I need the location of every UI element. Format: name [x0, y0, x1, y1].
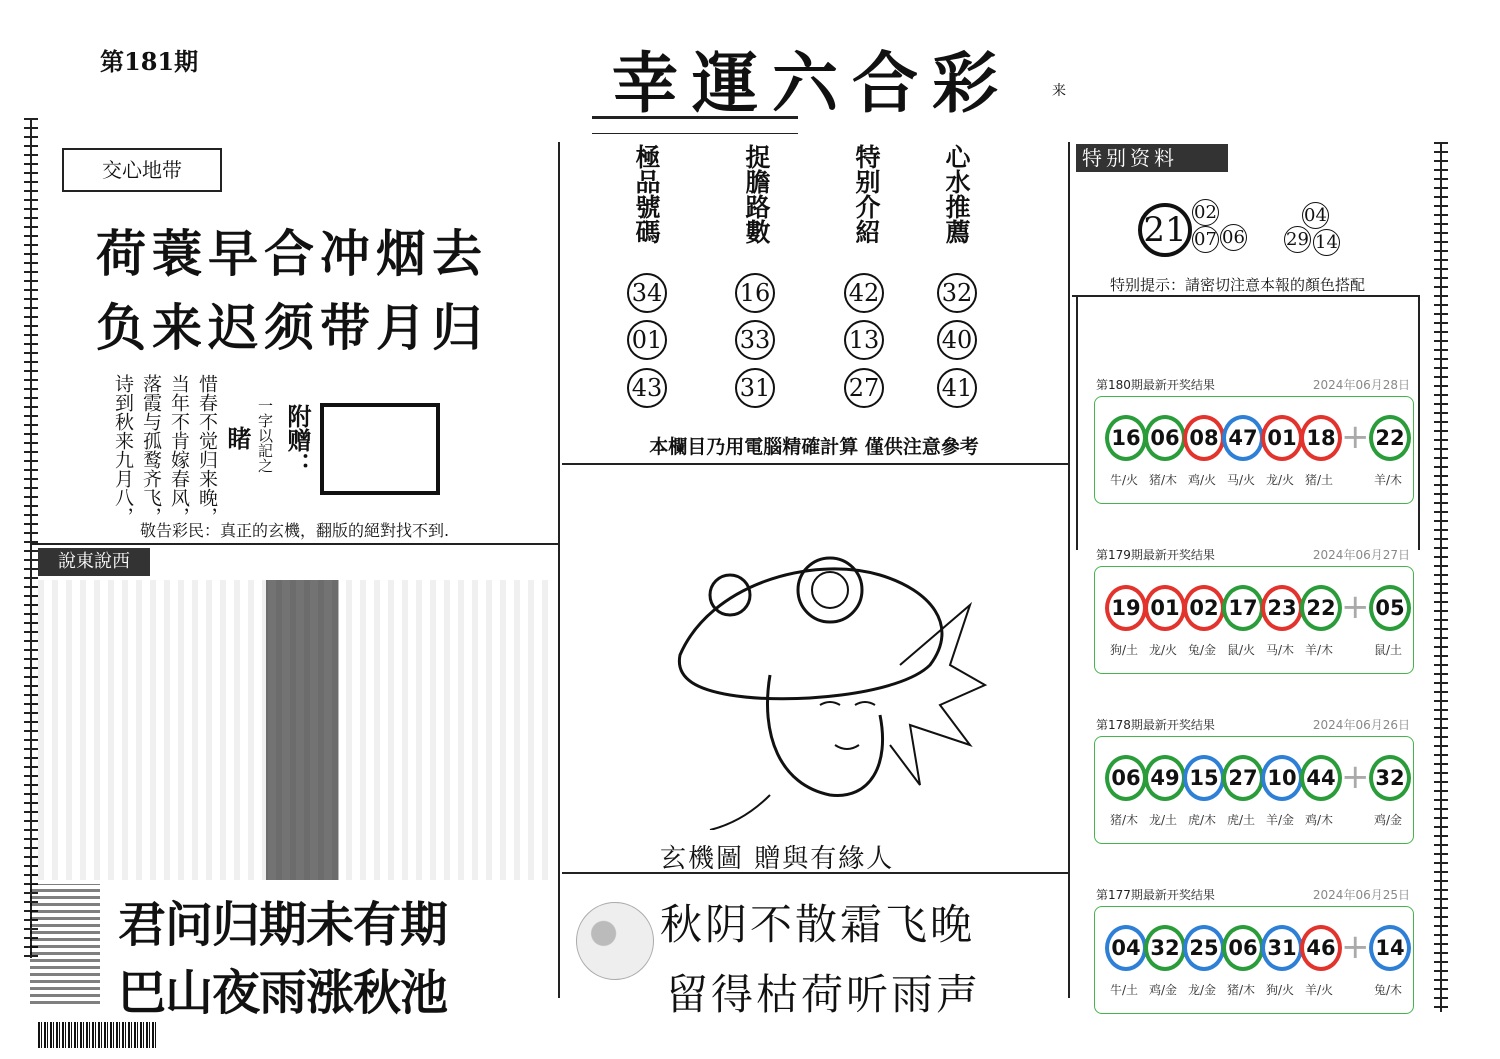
zodiac-label: 虎/木 — [1187, 813, 1217, 827]
lottery-ball: 18 — [1300, 415, 1342, 461]
zodiac-label: 龙/土 — [1148, 813, 1178, 827]
zodiac-label: 狗/土 — [1109, 643, 1139, 657]
left-vine-border — [24, 118, 38, 958]
poem-line-2: 负来迟须带月归 — [96, 298, 488, 357]
banner-jiaoxin: 交心地带 — [62, 148, 222, 192]
draw-result — [1086, 710, 1420, 870]
small-number: 06 — [1220, 224, 1247, 251]
banner-shuodong: 說東說西 — [38, 548, 150, 576]
poem-left-line-1: 君问归期未有期 — [118, 897, 448, 953]
faded-strip — [30, 884, 100, 1004]
draw-title: 第177期最新开奖结果 — [1096, 888, 1215, 902]
clue-text: 一字以記之 — [256, 398, 274, 473]
lottery-ball: 22 — [1300, 585, 1342, 631]
poem-middle-line-2: 留得枯荷听雨声 — [666, 970, 982, 1019]
lottery-ball: 10 — [1261, 755, 1303, 801]
zodiac-label: 羊/火 — [1304, 983, 1334, 997]
zodiac-label: 猪/木 — [1148, 473, 1178, 487]
zodiac-label: 牛/火 — [1109, 473, 1139, 487]
zodiac-label: 龙/火 — [1148, 643, 1178, 657]
draw-title: 第179期最新开奖结果 — [1096, 548, 1215, 562]
barcode-icon — [38, 1022, 156, 1048]
zodiac-label: 羊/木 — [1304, 643, 1334, 657]
col-head-2: 捉膽路數 — [742, 144, 771, 244]
plus-icon: + — [1341, 587, 1370, 627]
issue-number: 第181期 — [100, 47, 199, 76]
lottery-ball: 49 — [1144, 755, 1186, 801]
page-title: 幸運六合彩 — [612, 44, 1012, 122]
title-tail: 来 — [1052, 83, 1066, 99]
zodiac-label: 鸡/火 — [1187, 473, 1217, 487]
small-number: 02 — [1192, 199, 1219, 226]
special-info-banner: 特别资料 — [1076, 144, 1228, 172]
lottery-ball: 06 — [1144, 415, 1186, 461]
middle-top-divider — [562, 463, 1068, 465]
lottery-ball: 23 — [1261, 585, 1303, 631]
zodiac-label: 猪/土 — [1304, 473, 1334, 487]
lottery-ball: 47 — [1222, 415, 1264, 461]
lottery-ball: 27 — [1222, 755, 1264, 801]
middle-note: 本欄目乃用電腦精確計算 僅供注意參考 — [649, 436, 979, 458]
zodiac-label: 龙/火 — [1265, 473, 1295, 487]
pick-number: 34 — [627, 273, 667, 313]
lottery-ball: 01 — [1144, 585, 1186, 631]
lottery-ball: 08 — [1183, 415, 1225, 461]
pick-number: 41 — [937, 368, 977, 408]
lottery-ball: 16 — [1105, 415, 1147, 461]
col-head-1: 極品號碼 — [632, 144, 661, 244]
draw-title: 第180期最新开奖结果 — [1096, 378, 1215, 392]
lottery-ball: 31 — [1261, 925, 1303, 971]
zodiac-label: 鸡/木 — [1304, 813, 1334, 827]
verse-col-3: 落霞与孤鹜齐飞， — [140, 374, 162, 526]
zodiac-label: 兔/木 — [1373, 983, 1403, 997]
plus-icon: + — [1341, 927, 1370, 967]
lottery-ball: 25 — [1183, 925, 1225, 971]
zodiac-label: 龙/金 — [1187, 983, 1217, 997]
pick-number: 33 — [735, 320, 775, 360]
special-ball: 22 — [1369, 415, 1411, 461]
pick-number: 13 — [844, 320, 884, 360]
zodiac-label: 鼠/土 — [1373, 643, 1403, 657]
lottery-ball: 06 — [1222, 925, 1264, 971]
title-ornament — [592, 116, 798, 134]
lottery-ball: 06 — [1105, 755, 1147, 801]
small-number: 14 — [1313, 229, 1340, 256]
special-hint: 特别提示：請密切注意本報的顏色搭配 — [1110, 276, 1366, 294]
poem-left-line-2: 巴山夜雨涨秋池 — [118, 965, 448, 1021]
left-column-divider — [558, 142, 560, 998]
draw-date: 2024年06月27日 — [1312, 548, 1410, 562]
zodiac-label: 鸡/金 — [1373, 813, 1403, 827]
draw-date: 2024年06月25日 — [1312, 888, 1410, 902]
plus-icon: + — [1341, 417, 1370, 457]
zodiac-label: 狗/火 — [1265, 983, 1295, 997]
lottery-ball: 32 — [1144, 925, 1186, 971]
special-ball: 32 — [1369, 755, 1411, 801]
col-head-3: 特别介紹 — [852, 144, 881, 244]
lady-hat-illustration — [670, 545, 990, 830]
zodiac-label: 猪/木 — [1109, 813, 1139, 827]
small-number: 07 — [1192, 226, 1219, 253]
draw-title: 第178期最新开奖结果 — [1096, 718, 1215, 732]
draw-card — [1094, 396, 1414, 504]
pick-number: 32 — [937, 273, 977, 313]
zodiac-label: 马/火 — [1226, 473, 1256, 487]
zodiac-label: 猪/木 — [1226, 983, 1256, 997]
draw-card — [1094, 566, 1414, 674]
figure-caption: 玄機圖 贈與有緣人 — [660, 844, 895, 874]
zodiac-label: 虎/土 — [1226, 813, 1256, 827]
zodiac-label: 羊/金 — [1265, 813, 1295, 827]
draw-date: 2024年06月28日 — [1312, 378, 1410, 392]
right-vine-border — [1434, 142, 1448, 1012]
small-number: 04 — [1302, 202, 1329, 229]
right-column-divider — [1068, 142, 1070, 998]
zodiac-label: 羊/木 — [1373, 473, 1403, 487]
zodiac-label: 鼠/火 — [1226, 643, 1256, 657]
zodiac-label: 牛/土 — [1109, 983, 1139, 997]
draw-result — [1086, 370, 1420, 530]
lottery-ball: 46 — [1300, 925, 1342, 971]
small-number: 29 — [1284, 226, 1311, 253]
verse-col-4: 诗到秋来九月八， — [112, 374, 134, 526]
notice-text: 敬告彩民：真正的玄機，翻版的絕對找不到. — [140, 521, 450, 540]
draw-result — [1086, 540, 1420, 700]
lottery-ball: 01 — [1261, 415, 1303, 461]
pick-number: 16 — [735, 273, 775, 313]
yin-yang-icon — [576, 902, 654, 980]
special-ball: 05 — [1369, 585, 1411, 631]
pick-number: 40 — [937, 320, 977, 360]
poem-middle-line-1: 秋阴不散霜飞晚 — [660, 900, 976, 949]
draw-date: 2024年06月26日 — [1312, 718, 1410, 732]
plus-icon: + — [1341, 757, 1370, 797]
zodiac-label: 马/木 — [1265, 643, 1295, 657]
gift-label: 附赠： — [283, 404, 311, 476]
lottery-ball: 19 — [1105, 585, 1147, 631]
draw-result — [1086, 880, 1420, 1040]
right-inner-line — [1076, 296, 1078, 550]
left-panel-divider — [32, 543, 558, 545]
col-head-4: 心水推薦 — [942, 144, 971, 244]
right-top-divider — [1072, 295, 1420, 297]
pick-number: 01 — [627, 320, 667, 360]
zodiac-label: 鸡/金 — [1148, 983, 1178, 997]
lottery-ball: 44 — [1300, 755, 1342, 801]
lottery-ball: 17 — [1222, 585, 1264, 631]
lottery-ball: 04 — [1105, 925, 1147, 971]
draw-card — [1094, 906, 1414, 1014]
draw-card — [1094, 736, 1414, 844]
gift-box — [320, 403, 440, 495]
verse-col-1: 惜春不觉归来晚， — [196, 374, 218, 526]
pick-number: 27 — [844, 368, 884, 408]
faded-article-image — [38, 580, 556, 880]
pick-number: 42 — [844, 273, 884, 313]
pick-number: 43 — [627, 368, 667, 408]
poem-line-1: 荷蓑早合冲烟去 — [96, 224, 488, 283]
zodiac-label: 兔/金 — [1187, 643, 1217, 657]
clue-char: 睹 — [223, 426, 251, 450]
lottery-ball: 02 — [1183, 585, 1225, 631]
verse-col-2: 当年不肯嫁春风， — [168, 374, 190, 526]
special-ball: 14 — [1369, 925, 1411, 971]
featured-number: 21 — [1138, 203, 1192, 257]
lottery-ball: 15 — [1183, 755, 1225, 801]
pick-number: 31 — [735, 368, 775, 408]
